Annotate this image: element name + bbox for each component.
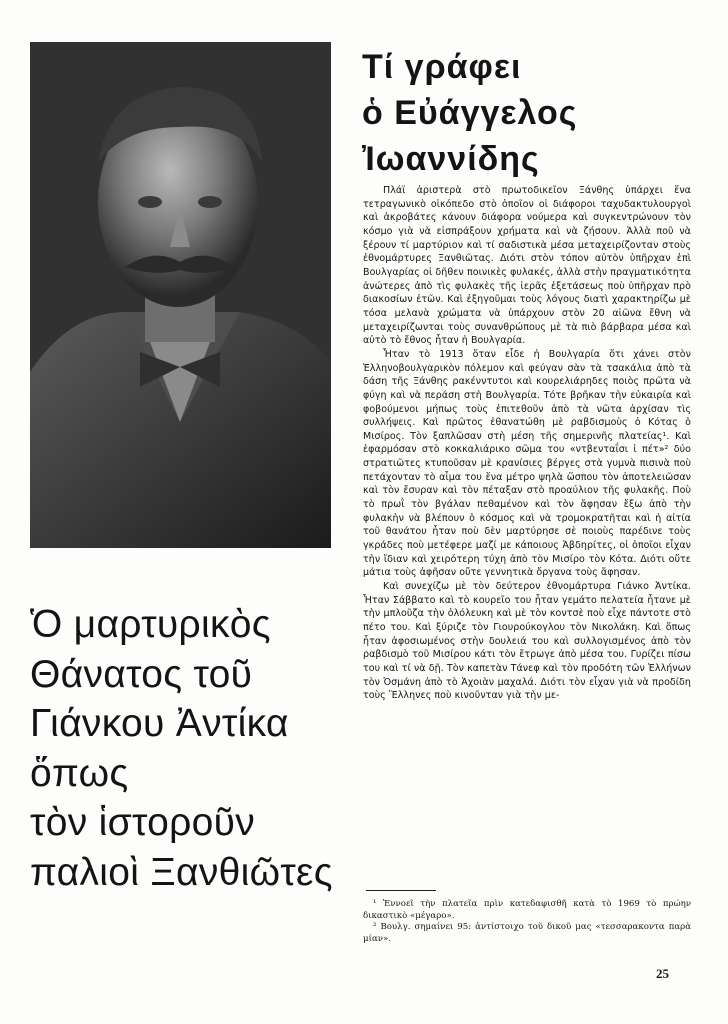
article-title — [362, 44, 702, 182]
bust-photo — [30, 42, 331, 548]
headline-line: Γιάνκου Ἀντίκα — [30, 702, 289, 745]
headline-line: παλιοὶ Ξανθιῶτες — [30, 850, 333, 894]
footnote: ¹ Ἐννοεῖ τὴν πλατεῖα πρὶν κατεδαφισθῆ κατὰ τὸ 1969 τὸ πρώην δικαστικὸ «μέγαρο». — [363, 899, 691, 921]
paragraph: Καὶ συνεχίζω μὲ τὸν δεύτερον ἐθνομάρτυρα Γιάνκο Ἀντίκα. Ἦταν Σάββατο καὶ τὸ κουρεῖο του ἦταν γεμάτο πελατεία ἦτανε μὲ τὴν μπλοῦζα τὴν ὁλόλευκη καὶ μὲ τὸν κοντσὲ ποὺ εἶχε πάντοτε στὸ πέτο του. Καὶ ξύριζε τὸν Γιουρούκογλου τὸν Νικολάκη. Καὶ ὅπως ἦταν ἀφοσιωμένος στὴν δουλειά του καὶ συλλογισμένος ἀπὸ τὸν ραβδισμὸ τοῦ Μισίρου κάτι τὸν ἔτρωγε ἀπὸ μέσα του. Γυρίζει πίσω του καὶ τί νὰ δῇ. Τὸν καπετὰν Τάνεφ καὶ τὸν προδότη τῶν Ἑλλήνων τὸν Ὀσμάνη ἀπὸ τὸ Ἀχοιὰν μαχαλά. Διότι τὸν εἶχαν γιὰ νὰ προδίδη τοὺς Ἕλληνες ποὺ κινοῦνταν γιὰ τὴν με- — [363, 581, 691, 702]
title-line: Ἰωαννίδης — [362, 140, 540, 178]
paragraph: Πλάϊ ἀριστερὰ στὸ πρωτοδικεῖον Ξάνθης ὑπάρχει ἕνα τετραγωνικὸ οἰκόπεδο στὸ ὁποῖον οἱ διάφοροι ταχυδακτυλουργοὶ καὶ ἀκροβάτες κάνουν διάφορα νούμερα καὶ συγκεντρώνουν τὸν κόσμο γιὰ νὰ εἰσπράξουν χρήματα καὶ νὰ ζήσουν. Ἀλλὰ ποῦ νὰ ξέρουν τί μαρτύριον καὶ τί σαδιστικὰ μέσα μεταχειρίζονταν στοὺς ἐθνομάρτυρες Ξανθιῶτας. Διότι στὸν τόπον αὐτὸν ὑπῆρχαν ἐπὶ Βουλγαρίας οἱ δῆθεν ποινικὲς φυλακές, ἀλλὰ στὴν πραγματικότητα ἀνώτερες ἀπὸ τὶς φυλακὲς τῆς ἱερᾶς ἐξετάσεως ποὺ ὑπῆρχαν πρὸ διακοσίων ἐτῶν. Καὶ ἐξηγοῦμαι τοὺς λόγους διατὶ χαρακτηρίζω μὲ τόσα μελανὰ χρώματα νὰ ὑπάρχουν στὸν 20 αἰῶνα ἔθνη νὰ μεταχειρίζωνται τοὺς συνανθρώπους μὲ τὰ πιὸ βάρβαρα μέσα καὶ αὐτὸ τὸ ἔθνος ἦταν ἡ Βουλγαρία. — [363, 185, 691, 347]
page-number: 25 — [656, 966, 669, 981]
headline-line: ὅπως — [30, 751, 129, 795]
title-line: Τί γράφει — [362, 48, 522, 86]
footnote: ² Βουλγ. σημαίνει 95: ἀντίστοιχο τοῦ δικοῦ μας «τεσσαρακοντα παρὰ μίαν». — [363, 922, 691, 944]
paragraph: Ἦταν τὸ 1913 ὅταν εἶδε ἡ Βουλγαρία ὅτι χάνει στὸν Ἑλληνοβουλγαρικὸν πόλεμον καὶ φεύγαν σὰν τὰ τσακάλια ἀπὸ τὰ δάση τῆς Ξάνθης ρακένντυτοι καὶ κουρελιάρηδες ποιὸς πρῶτα νὰ φύγη καὶ νὰ περάση στὴ Βουλγαρία. Τότε βρῆκαν τὴν εὐκαιρία καὶ φοβούμενοι μήπως τοὺς ἐπιτεθοῦν ἀπὸ τὰ νῶτα ἀρχίσαν τὶς συλλήψεις. Καὶ πρῶτος ἐθανατώθη μὲ ραβδισμοὺς ὁ Κότας ὁ Μισίρος. Τὸν ξαπλῶσαν στὴ μέση τῆς σημερινῆς πλατείας¹. Καὶ ἐφαρμόσαν στὸ κοκκαλιάρικο σῶμα του «ντβενταΐσι ἰ πέτ»² δύο στρατιῶτες κτυποῦσαν μὲ κρανίσιες βέργες στὰ γυμνὰ πισινὰ ποὺ πετάχονταν τὸ αἷμα του ἕνα μέτρο ψηλὰ ὥσπου τὸν ἀποτελειῶσαν καὶ τὸν ἔσυραν καὶ τὸν πέταξαν στὸ προαύλιον τῆς φυλακῆς. Ποὺ τὸ πρωῒ τὸν βγάλαν πεθαμένον καὶ τὸν ἄφησαν ἔξω ἀπὸ τὴν φυλακὴν νὰ βλέπουν ὁ κόσμος καὶ νὰ τρομοκρατῆται καὶ ἡ αἰτία τοῦ θανάτου ἦταν ποὺ δὲν μαρτύρησε σὲ ποιοὺς παρέδινε τοὺς γκράδες ποὺ μετέφερε μαζί με κάποιους Ἀβδηρίτες, οἱ ὁποῖοι εἶχαν τὴν ἴδιαν καὶ χειρότερη τύχη ἀπὸ τὸν Μισίρο τὸν Κότα. Διότι οὔτε μάτια τοὺς ἀφῆσαν οὔτε γεννητικὰ ὄργανα τοὺς ἄφησαν. — [363, 348, 691, 579]
title-line: ὁ Εὐάγγελος — [362, 94, 578, 132]
bust-portrait-image — [30, 42, 331, 548]
article-body — [363, 184, 691, 703]
headline-line: Ὁ μαρτυρικὸς — [30, 603, 271, 646]
headline-line: τὸν ἱστοροῦν — [30, 801, 256, 844]
headline — [30, 600, 360, 897]
footnote-divider — [366, 890, 436, 891]
headline-line: Θάνατος τοῦ — [30, 652, 253, 696]
footnotes — [363, 899, 691, 945]
